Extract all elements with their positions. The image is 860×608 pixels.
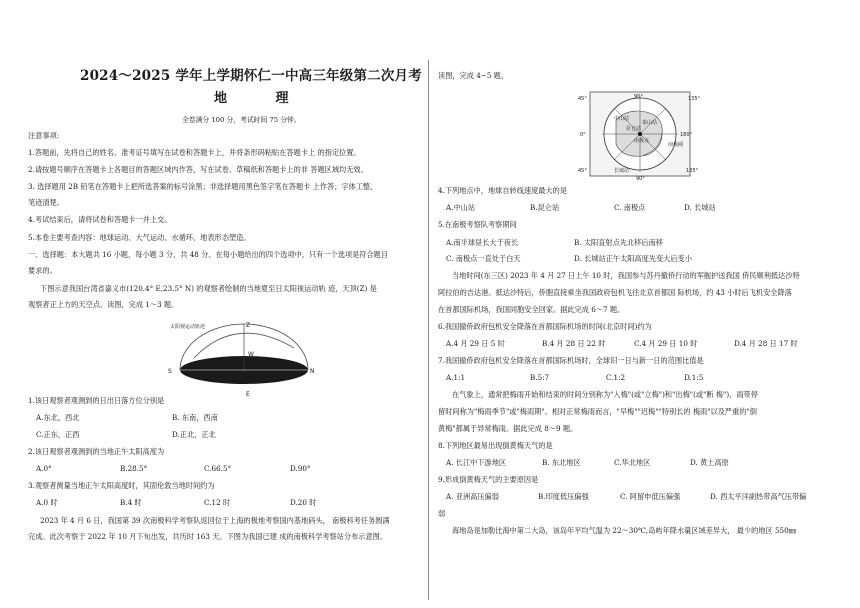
exam-title: 2024～2025 学年上学期怀仁一中高三年级第二次月考: [80, 68, 422, 84]
question-stem: 6.我国撤侨政府包机安全降落在首都国际机场的时间(北京时间)约为: [438, 322, 652, 331]
taishan-station-label: 泰山站: [642, 120, 658, 126]
option-d[interactable]: D. 西太平洋副热带高气压带偏: [710, 492, 807, 501]
option-b[interactable]: B. 东北地区: [542, 458, 581, 467]
passage-text: 完成。此次考察于 2022 年 10 月下旬出发，共历时 163 天。下图为我国已建 成的南极科学考察站分布示意图。: [28, 532, 388, 541]
option-c[interactable]: C. 阿留申低压偏强: [620, 492, 681, 501]
option-d[interactable]: D. 长城站: [684, 203, 716, 212]
sun-path-caption: 太阳视运动轨迹: [170, 324, 206, 330]
option-a[interactable]: A. 长江中下游地区: [446, 458, 507, 467]
fig-label: 45°: [578, 96, 587, 102]
option-c[interactable]: C.正东，正西: [36, 430, 80, 439]
option-b[interactable]: B.4 月 28 日 22 时: [542, 339, 606, 348]
option-a[interactable]: A. 亚洲高压偏弱: [446, 492, 499, 501]
fig-label: 0°: [580, 132, 586, 138]
notice-item: 1.答题前，先将自己的姓名、准考证号填写在试卷和答题卡上，并将条形码粘贴在答题卡上 的指定位置。: [28, 148, 361, 157]
section-intro: 一、选择题：本大题共 16 小题，每小题 3 分，共 48 分。在每小题给出的四个选项中，只有一个选项是符合题目: [28, 250, 389, 259]
option-d[interactable]: D. 长城站正午太阳高度先变大后变小: [574, 254, 692, 263]
west-label: W: [248, 351, 254, 358]
fig-label: 135°: [688, 96, 701, 102]
option-c[interactable]: C.1:2: [606, 373, 626, 382]
option-a[interactable]: A.0 时: [36, 498, 58, 507]
fig-label: 180°: [680, 132, 693, 138]
north-label: N: [310, 368, 315, 375]
option-d[interactable]: D. 黄土高原: [690, 458, 729, 467]
option-c[interactable]: C.66.5°: [204, 464, 232, 473]
antarctic-circle-label: 南极圈: [668, 142, 684, 148]
option-c[interactable]: C. 南极点一直处于白天: [446, 254, 521, 263]
passage-text: 观察者正上方的天空点。读图，完成 1～3 题。: [28, 300, 179, 309]
option-c[interactable]: C.4 月 29 日 10 时: [634, 339, 698, 348]
option-c[interactable]: C.华北地区: [614, 458, 651, 467]
antarctic-stations-figure: [576, 86, 704, 182]
option-a[interactable]: A.1:1: [446, 373, 466, 382]
question-stem: 3.观察者测量当地正午太阳高度时，其固伦敦当地时间约为: [28, 481, 215, 490]
sun-path-figure: [164, 318, 314, 400]
fig-label: 45°: [578, 168, 587, 174]
zhongshan-station-label: 中山站: [614, 116, 630, 122]
fig-label: 90°: [636, 176, 645, 182]
option-d[interactable]: D.1:5: [684, 373, 704, 382]
column-divider: [428, 60, 429, 600]
notices-heading: 注意事项:: [28, 131, 60, 140]
option-a[interactable]: A.4 月 29 日 5 时: [446, 339, 505, 348]
notice-item: 3. 选择题用 2B 铅笔在答题卡上把所选答案的标号涂黑；非选择题用黑色签字笔在答题卡 上作答；字体工整，: [28, 182, 378, 191]
option-a[interactable]: A.0°: [36, 464, 52, 473]
passage-text: 在首都国际机场，我国同胞安全回家。据此完成 6～7 题。: [438, 305, 625, 314]
passage-text: 海地岛是加勒比海中第二大岛，该岛年平均气温为 22～30℃,岛屿年降水量区域差异大， 最少的地区 550㎜: [452, 526, 796, 535]
question-stem: 4.下列地点中，地球自转线速度最大的是: [438, 186, 568, 195]
question-stem: 2.该日观察者观测到的当地正午太阳高度为: [28, 447, 165, 456]
fig-label: 135°: [686, 168, 699, 174]
question-stem: 8.下列地区最易出现倒黄梅天气的是: [438, 441, 553, 450]
option-a[interactable]: A.东北，西北: [36, 413, 80, 422]
passage-text: 在气象上，通常把梅雨开始和结束的时间分别称为"入梅"(或"立梅")和"出梅"(或"断 梅")，雨带停: [452, 390, 758, 399]
option-a[interactable]: A.南半球昼长大于夜长: [446, 238, 519, 247]
notice-item: 4.考试结束后，请将试卷和答题卡一并上交。: [28, 215, 172, 224]
option-d[interactable]: D.20 时: [290, 498, 317, 507]
notice-item: 2.请按题号顺序在答题卡上各题目的答题区域内作答，写在试卷、草稿纸和答题卡上的非 答题区域均无效。: [28, 165, 368, 174]
changcheng-station-label: 长城站: [614, 168, 630, 174]
passage-text: 下图示意我国台湾省嘉义市(120.4° E,23.5° N) 的观察者绘制的当地夏至日太阳视运动轨 迹，天顶(Z) 是: [40, 284, 377, 293]
option-b[interactable]: B. 太阳直射点先北移后南移: [574, 238, 663, 247]
option-b[interactable]: B.28.5°: [120, 464, 148, 473]
question-stem: 1.该日观察者观测到的日出日落方位分别是: [28, 396, 165, 405]
passage-text: 2023 年 4 月 6 日，我国第 39 次南极科学考察队返回位于上海的极地考察国内基地码头， 南极科考任务圆满: [40, 516, 390, 525]
notice-item: 5.本卷主要考查内容：地球运动、大气运动、水循环、地表形态塑造。: [28, 233, 251, 242]
option-b[interactable]: B.印度低压偏强: [538, 492, 589, 501]
exam-meta: 全卷满分 100 分，考试时间 75 分钟。: [182, 116, 301, 124]
question-stem: 9.形成倒黄梅天气的主要原因是: [438, 475, 539, 484]
fig-label: 90°: [634, 94, 643, 100]
east-label: E: [246, 391, 250, 398]
option-c[interactable]: C. 南极点: [614, 203, 646, 212]
kunlun-station-label: 昆仑站: [626, 126, 642, 132]
exam-subject: 地 理: [214, 91, 311, 106]
option-d[interactable]: D.90°: [290, 464, 311, 473]
option-b[interactable]: B.5:7: [530, 373, 550, 382]
notice-item: 笔迹清楚。: [28, 198, 64, 207]
option-b[interactable]: B.昆仑站: [530, 203, 560, 212]
option-d[interactable]: D.正北，正北: [172, 430, 216, 439]
option-b[interactable]: B. 东南，西南: [172, 413, 218, 422]
passage-text: 阿拉伯的吉达港。抵达沙特后，侨胞直接乘坐我国政府包机飞往北京首都国 际机场，约 43 小时后飞机安全降落: [438, 288, 792, 297]
passage-text: 读图，完成 4~5 题。: [438, 71, 509, 80]
south-label: S: [168, 368, 172, 375]
option-d[interactable]: D.4 月 28 日 17 时: [734, 339, 798, 348]
option-c[interactable]: C.12 时: [204, 498, 231, 507]
passage-text: 留时间称为"梅雨季节"或"梅雨期"。相对正常梅雨而言，"早梅""迟梅""特别长的 梅雨"以及严重的"倒: [438, 407, 757, 416]
option-a[interactable]: A.中山站: [446, 203, 476, 212]
zenith-label: Z: [246, 322, 251, 329]
passage-text: 黄梅"都属于异常梅雨。据此完成 8～9 题。: [438, 424, 578, 433]
option-b[interactable]: B.4 时: [120, 498, 142, 507]
south-pole-label: 南极点: [634, 138, 650, 144]
option-d-wrap: 弱: [438, 509, 446, 518]
section-intro-cont: 要求的。: [28, 266, 57, 275]
passage-text: 当地时间(东三区) 2023 年 4 月 27 日上午 10 时，我国参与苏丹撤侨行动的军舰护送我国 侨民顺利抵达沙特: [452, 271, 800, 280]
question-stem: 5.在南极考察队考察期间: [438, 220, 517, 229]
question-stem: 7.我国撤侨政府包机安全降落在首都国际机场时，全球旧一日与新一日的范围比值是: [438, 356, 704, 365]
